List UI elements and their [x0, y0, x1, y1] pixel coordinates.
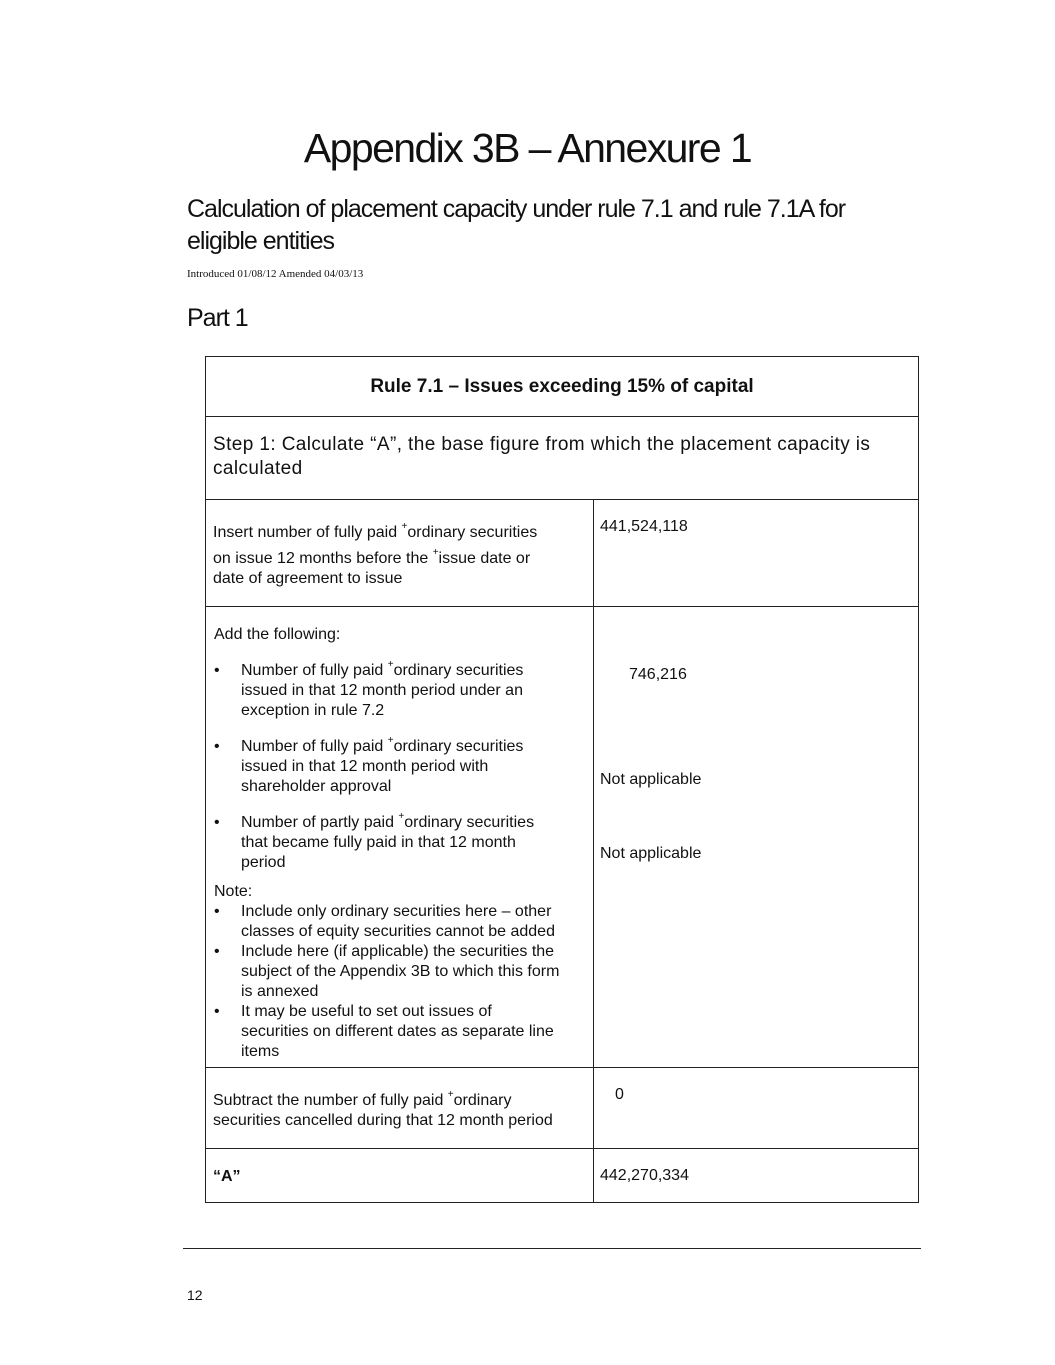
note-label: Note:	[214, 883, 253, 900]
row-issued-securities-label: Insert number of fully paid +ordinary securities on issue 12 months before the +issue date or date of agreement to issue	[213, 520, 538, 587]
note-item: It may be useful to set out issues of securities on different dates as separate line items	[241, 1003, 554, 1060]
revision-note: Introduced 01/08/12 Amended 04/03/13	[187, 268, 364, 280]
bullet: •	[214, 943, 220, 960]
row-a-value: 442,270,334	[600, 1167, 689, 1184]
add-following-label: Add the following:	[214, 626, 341, 643]
add-item-exception: Number of fully paid +ordinary securities issued in that 12 month period under an exception in rule 7.2	[241, 658, 524, 719]
table-heading: Rule 7.1 – Issues exceeding 15% of capital	[370, 376, 754, 397]
add-item-exception-value: 746,216	[629, 666, 687, 683]
column-divider	[593, 499, 594, 1202]
bullet: •	[214, 662, 220, 679]
divider	[206, 416, 918, 417]
page-subtitle: Calculation of placement capacity under rule 7.1 and rule 7.1A for eligible entities	[187, 195, 846, 255]
step-1-text: Step 1: Calculate “A”, the base figure from which the placement capacity is calculated	[213, 434, 871, 479]
divider	[206, 1148, 918, 1149]
bullet: •	[214, 738, 220, 755]
row-cancelled-securities-label: Subtract the number of fully paid +ordinary securities cancelled during that 12 month period	[213, 1088, 553, 1129]
page-number: 12	[187, 1287, 203, 1303]
row-a-label: “A”	[213, 1168, 241, 1185]
note-item: Include here (if applicable) the securities the subject of the Appendix 3B to which this form is annexed	[241, 943, 560, 1000]
add-item-shareholder-approval: Number of fully paid +ordinary securities issued in that 12 month period with shareholder approval	[241, 734, 524, 795]
add-item-shareholder-approval-value: Not applicable	[600, 771, 702, 788]
bullet: •	[214, 814, 220, 831]
calculation-table	[205, 356, 919, 1203]
row-cancelled-securities-value: 0	[615, 1086, 624, 1103]
row-issued-securities-value: 441,524,118	[600, 518, 688, 535]
divider	[206, 1067, 918, 1068]
add-item-partly-paid: Number of partly paid +ordinary securities that became fully paid in that 12 month period	[241, 810, 535, 871]
footer-divider	[183, 1248, 921, 1249]
add-item-partly-paid-value: Not applicable	[600, 845, 702, 862]
note-item: Include only ordinary securities here – other classes of equity securities cannot be added	[241, 903, 555, 940]
page-title: Appendix 3B – Annexure 1	[303, 125, 752, 171]
divider	[206, 606, 918, 607]
divider	[206, 499, 918, 500]
part-heading: Part 1	[187, 304, 248, 332]
bullet: •	[214, 903, 220, 920]
bullet: •	[214, 1003, 220, 1020]
